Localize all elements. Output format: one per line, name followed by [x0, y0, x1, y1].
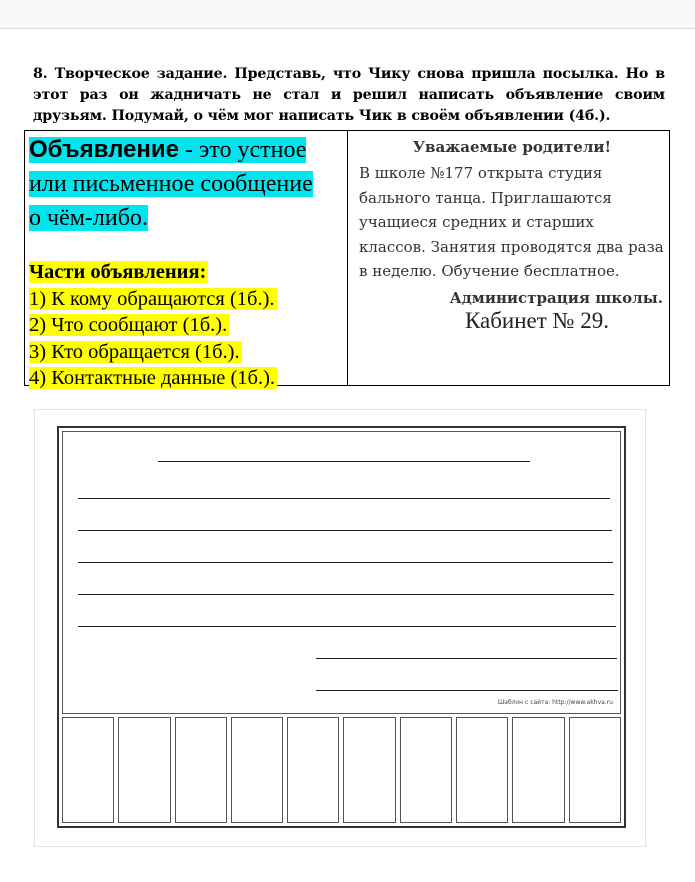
ad-template-body: [62, 431, 621, 714]
parts-item-2: 2) Что сообщают (1б.).: [29, 314, 228, 336]
tear-off-strip: [569, 717, 621, 823]
signature-line-2: [316, 690, 618, 691]
title-line: [158, 461, 530, 462]
parts-item-3: 3) Кто обращается (1б.).: [29, 340, 240, 363]
ad-contact: Кабинет № 29.: [464, 307, 609, 333]
text-line-3: [78, 562, 613, 563]
signature-line-1: [316, 658, 617, 659]
tear-off-strip: [175, 717, 227, 823]
tear-off-strip: [62, 717, 114, 823]
tear-off-strip: [343, 717, 395, 823]
example-ad: [359, 135, 665, 334]
text-line-1: [78, 498, 610, 499]
definition-block: [29, 133, 329, 235]
tear-off-strip: [456, 717, 508, 823]
text-line-2: [78, 530, 612, 531]
definition-highlight: [29, 137, 313, 231]
tear-off-strips: [62, 717, 621, 823]
top-bar: [0, 0, 695, 29]
text-line-4: [78, 594, 614, 595]
ad-heading: Уважаемые родители!: [412, 138, 612, 156]
task-text: 8. Творческое задание. Представь, что Чику снова пришла посылка. Но в этот раз он жадничать не стал и решил написать объявление своим друзьям. Подумай, о чём мог написать Чик в своём объявлении (4б.).: [33, 66, 665, 124]
parts-item-1: 1) К кому обращаются (1б.).: [29, 287, 275, 310]
tear-off-strip: [287, 717, 339, 823]
definition-text: - это устное или письменное сообщение о чём-либо.: [29, 137, 313, 231]
ad-template-frame: [57, 426, 626, 828]
parts-item-4: 4) Контактные данные (1б.).: [29, 367, 276, 389]
parts-title: Части объявления:: [29, 261, 207, 283]
template-credit: Шаблон с сайта: http://www.akhva.ru: [497, 699, 613, 706]
table-divider: [347, 131, 348, 386]
tear-off-strip: [231, 717, 283, 823]
tear-off-strip: [512, 717, 564, 823]
ad-body: В школе №177 открыта студия бального танца. Приглашаются учащиеся средних и старших классов. Занятия проводятся два раза в неделю. Обучение бесплатное.: [359, 164, 664, 280]
info-table: [24, 130, 670, 389]
text-line-5: [78, 626, 616, 627]
tear-off-strip: [400, 717, 452, 823]
ad-author: Администрация школы.: [449, 288, 663, 307]
definition-term: Объявление: [29, 136, 179, 163]
tear-off-strip: [118, 717, 170, 823]
parts-block: [29, 259, 339, 392]
